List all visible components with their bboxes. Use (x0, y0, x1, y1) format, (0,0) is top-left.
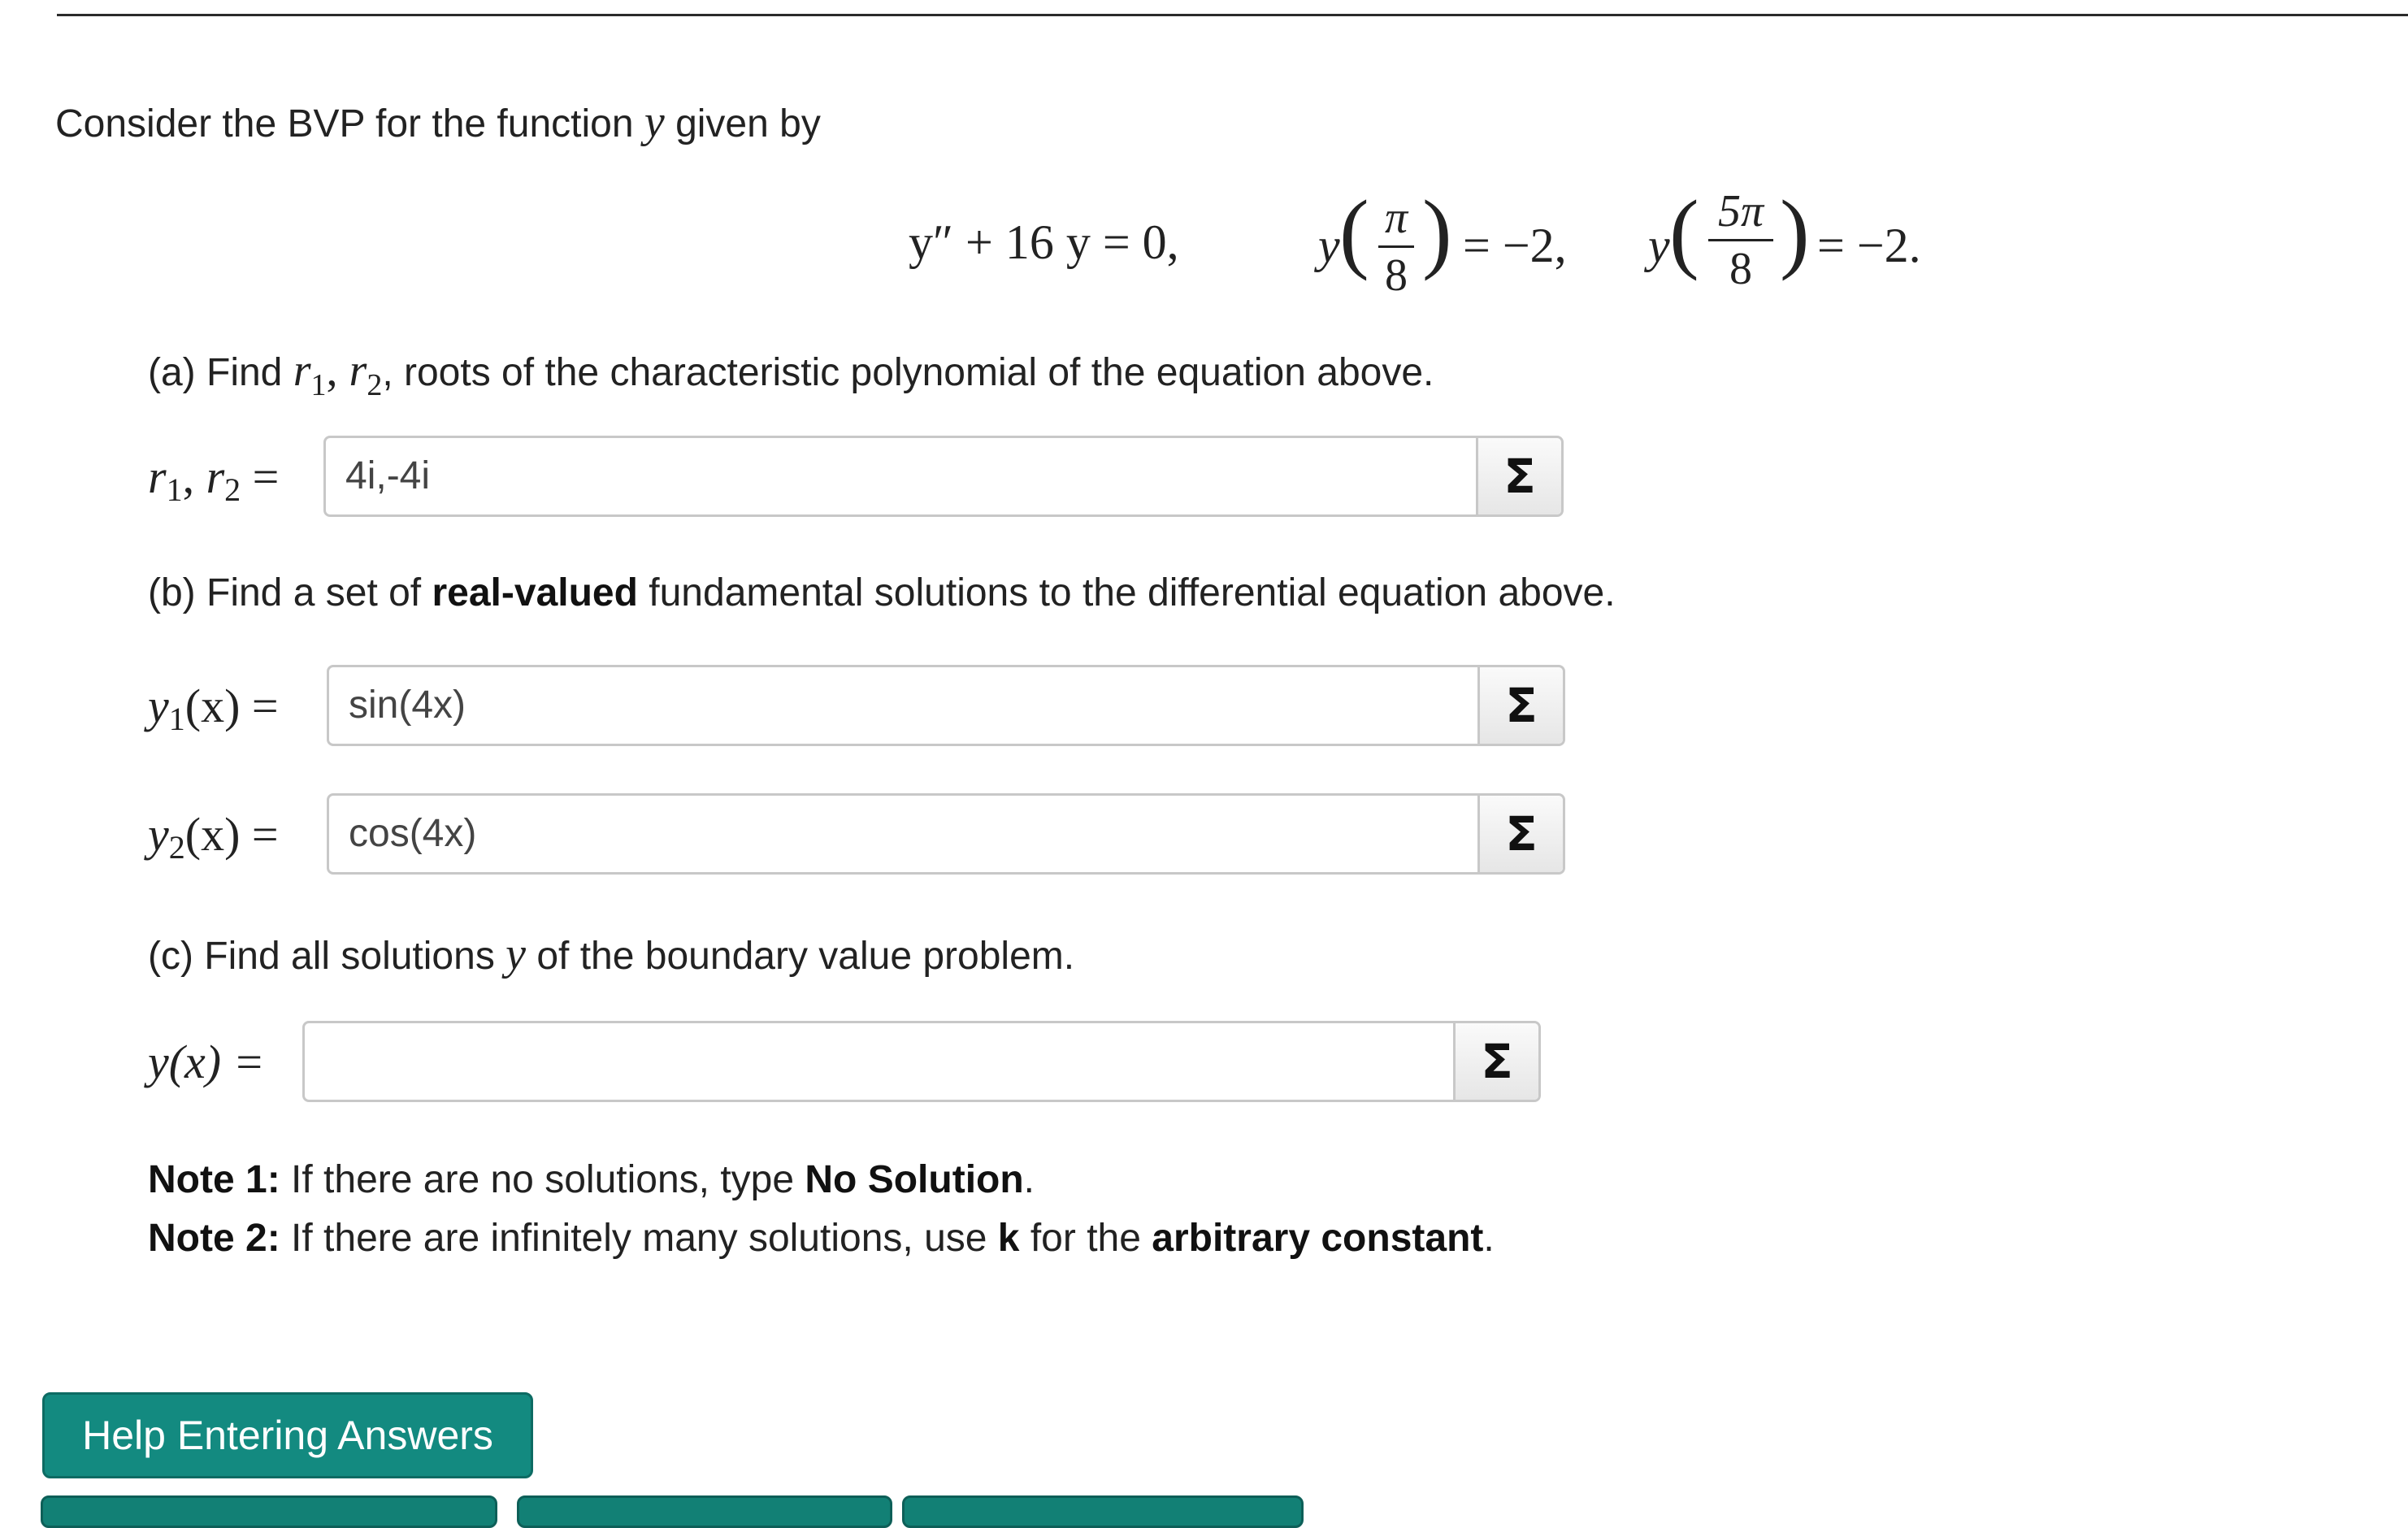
bc2-value: = −2. (1817, 219, 1921, 272)
part-c-answer-input[interactable] (305, 1023, 1454, 1100)
help-entering-answers-button[interactable]: Help Entering Answers (42, 1392, 533, 1478)
part-a-prompt-end: , roots of the characteristic polynomial of the equation above. (382, 351, 1434, 394)
part-b-y2-answer-input[interactable] (329, 796, 1478, 872)
bc2-y: y (1648, 219, 1670, 272)
bc2-left-paren: ( (1669, 182, 1699, 281)
part-a-r2: $r_2$ (349, 345, 383, 403)
note-2-bold: arbitrary constant (1152, 1217, 1484, 1260)
part-b-y2-label: $y_2(x)$ = (148, 808, 279, 866)
bc1-left-paren: ( (1339, 182, 1369, 281)
note-1-label: Note 1: (148, 1158, 280, 1201)
intro-text-before: Consider the BVP for the function (55, 102, 644, 145)
note-1-text: If there are no solutions, type (280, 1158, 805, 1201)
part-a-answer-input[interactable] (326, 438, 1477, 514)
note-1: Note 1: If there are no solutions, type No Solution. (148, 1158, 1035, 1201)
part-b-y1-answer-input[interactable] (329, 667, 1478, 744)
part-c-label: y(x) = (148, 1035, 265, 1088)
note-2-k: k (997, 1217, 1020, 1260)
bottom-button-1[interactable] (41, 1495, 497, 1528)
part-b-y2-answer-field (327, 793, 1565, 875)
part-a-prompt-start: (a) Find (148, 351, 293, 394)
bottom-button-2[interactable] (517, 1495, 892, 1528)
part-c-prompt-start: (c) Find all solutions (148, 935, 506, 978)
part-b-y1-answer-field (327, 665, 1565, 746)
part-b-y1-equation-editor-button[interactable] (1477, 667, 1563, 744)
part-b-prompt-start: (b) Find a set of (148, 571, 432, 614)
bc1-numerator: π (1384, 193, 1408, 243)
part-c-prompt-var: y (505, 929, 527, 979)
bc2-fraction (1708, 186, 1773, 294)
note-2: Note 2: If there are infinitely many solutions, use k for the arbitrary constant. (148, 1217, 1495, 1260)
part-b-y2-equation-editor-button[interactable] (1477, 796, 1563, 872)
bc2-denominator: 8 (1729, 244, 1752, 294)
sigma-icon: Σ (1505, 678, 1538, 733)
bottom-button-3[interactable] (902, 1495, 1304, 1528)
part-b-prompt (148, 571, 1616, 614)
bc1-right-paren: ) (1422, 182, 1452, 281)
part-b-prompt-end: fundamental solutions to the differential equation above. (637, 571, 1616, 614)
note-2-text: If there are infinitely many solutions, use (280, 1217, 998, 1260)
sigma-icon: Σ (1503, 449, 1536, 504)
part-a-equation-editor-button[interactable] (1476, 438, 1561, 514)
bc2-numerator: 5π (1717, 186, 1764, 237)
part-b-y1-label: $y_1(x)$ = (148, 679, 279, 737)
note-2-label: Note 2: (148, 1217, 280, 1260)
bc1-denominator: 8 (1385, 250, 1408, 301)
part-a-answer-field (323, 436, 1564, 517)
part-c-equation-editor-button[interactable] (1453, 1023, 1538, 1100)
intro-text-after: given by (664, 102, 821, 145)
part-c-prompt (148, 931, 1074, 977)
part-a-answer-label: $r_1$, $r_2$ = (148, 450, 280, 508)
bc1-value: = −2, (1463, 219, 1567, 272)
intro-var: y (644, 97, 665, 147)
bc1-fraction (1378, 193, 1414, 301)
part-c-answer-field (302, 1021, 1541, 1102)
sigma-icon: Σ (1505, 806, 1538, 862)
bvp-equation (0, 0, 2408, 325)
sigma-icon: Σ (1481, 1034, 1513, 1089)
bc1-y: y (1318, 219, 1340, 272)
part-b-prompt-bold: real-valued (432, 571, 638, 614)
part-a-r1: $r_1$ (293, 345, 327, 403)
ode: y″ + 16 y = 0, (909, 215, 1179, 269)
part-c-prompt-end: of the boundary value problem. (526, 935, 1075, 978)
bc2-right-paren: ) (1780, 182, 1810, 281)
note-1-bold: No Solution (805, 1158, 1024, 1201)
part-a-prompt: (a) Find $r_1$, $r_2$, roots of the characteristic polynomial of the equation above. (148, 345, 1434, 403)
